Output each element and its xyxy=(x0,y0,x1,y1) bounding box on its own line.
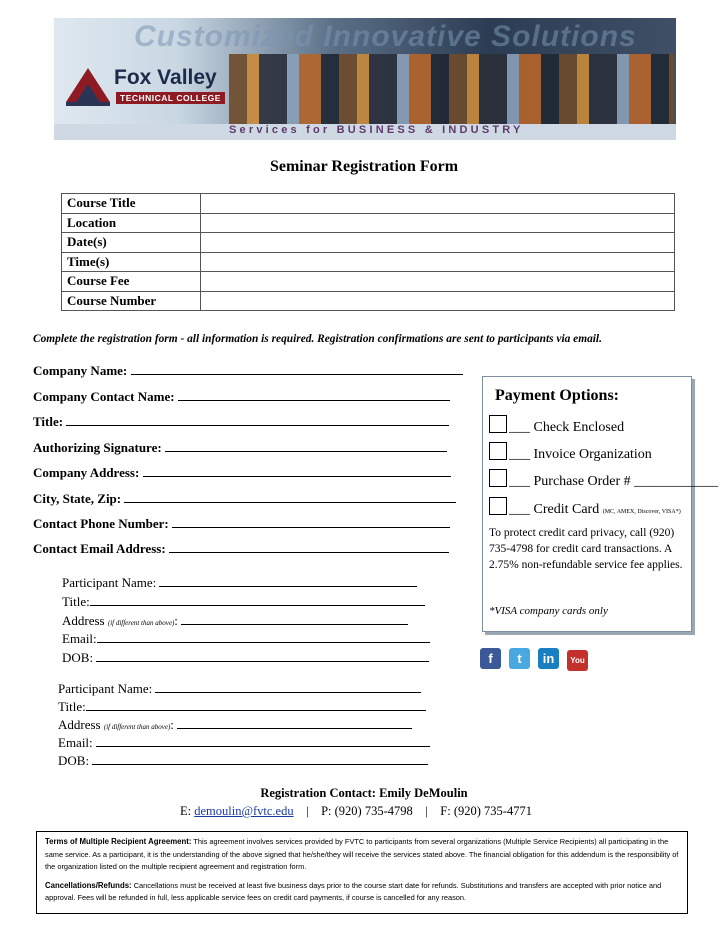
table-row xyxy=(62,291,675,311)
fill-line[interactable] xyxy=(96,734,430,747)
company-name-field[interactable] xyxy=(33,362,463,379)
field-label: Address xyxy=(62,613,105,628)
course-label: Course Fee xyxy=(62,272,201,292)
colon: : xyxy=(170,717,174,732)
field-label: Contact Email Address: xyxy=(33,541,166,556)
option-label: Credit Card xyxy=(533,502,600,517)
fill-line[interactable] xyxy=(124,490,456,503)
course-value-field[interactable] xyxy=(201,272,675,292)
fill-line[interactable] xyxy=(97,630,430,643)
course-value-field[interactable] xyxy=(201,252,675,272)
banner-photo-strip xyxy=(229,54,674,124)
course-value-field[interactable] xyxy=(201,213,675,233)
course-label: Location xyxy=(62,213,201,233)
fill-line[interactable] xyxy=(169,540,449,553)
terms-box xyxy=(36,831,688,914)
fill-line[interactable] xyxy=(165,439,447,452)
field-label: Company Address: xyxy=(33,465,140,480)
course-info-table xyxy=(61,193,675,311)
field-label: Title: xyxy=(62,594,90,609)
agreement-title: Terms of Multiple Recipient Agreement: xyxy=(45,837,192,846)
fill-line[interactable] xyxy=(86,698,426,711)
field-label: Title: xyxy=(58,699,86,714)
participant2-dob-field[interactable] xyxy=(58,752,428,769)
payment-option-purchase-order[interactable] xyxy=(489,469,718,490)
credit-card-note: (MC, AMEX, Discover, VISA*) xyxy=(602,509,681,515)
email-label: E: xyxy=(180,804,192,818)
agreement-text: This agreement involves services provided by FVTC to participants from several organizations (Multiple Service Recipients) all participating in the same service. As a participant, it is the understanding of the above signed that he/she/they will receive the services stated above. The financial obligation for this addendum is the responsibility of the organization listed on the multiple recipient agreement and registration form. xyxy=(45,837,679,871)
course-label: Time(s) xyxy=(62,252,201,272)
logo-name: Fox Valley xyxy=(114,66,217,89)
fill-line[interactable] xyxy=(66,413,449,426)
payment-title: Payment Options: xyxy=(495,387,619,404)
checkbox[interactable] xyxy=(489,415,507,433)
participant2-email-field[interactable] xyxy=(58,734,430,751)
fill-line[interactable] xyxy=(155,680,421,693)
terms-cancellations xyxy=(45,880,679,905)
cancellation-text: Cancellations must be received at least five business days prior to the course start date for refunds. Substitutions and transfers are accepted with prior notice and approval. Fees will be refunded in full, less applicable service fees on credit card payments, if course is cancelled for any reason. xyxy=(45,880,662,902)
field-label: City, State, Zip: xyxy=(33,491,122,506)
fill-line[interactable] xyxy=(90,593,425,606)
participant1-email-field[interactable] xyxy=(62,630,430,647)
registration-contact: Registration Contact: Emily DeMoulin xyxy=(260,786,468,800)
privacy-note: To protect credit card privacy, call (920) 735-4798 for credit card transactions. A 2.75% non-refundable service fee applies. xyxy=(489,527,683,571)
college-logo xyxy=(64,62,232,120)
field-label: Authorizing Signature: xyxy=(33,440,162,455)
table-row xyxy=(62,194,675,214)
contact-email-link[interactable]: demoulin@fvtc.edu xyxy=(194,804,294,818)
fill-line[interactable] xyxy=(181,612,408,625)
fox-valley-logo-icon xyxy=(64,62,112,110)
participant1-address-field[interactable] xyxy=(62,612,408,629)
field-label: DOB: xyxy=(58,753,90,768)
course-value-field[interactable] xyxy=(201,291,675,311)
course-label: Course Title xyxy=(62,194,201,214)
participant1-dob-field[interactable] xyxy=(62,649,429,666)
table-row xyxy=(62,252,675,272)
course-value-field[interactable] xyxy=(201,194,675,214)
banner-tagline: Services for BUSINESS & INDUSTRY xyxy=(229,124,524,136)
checkbox[interactable] xyxy=(489,469,507,487)
company-contact-field[interactable] xyxy=(33,388,450,405)
youtube-icon[interactable]: You xyxy=(567,650,588,671)
fill-line[interactable] xyxy=(131,362,463,375)
address-note: (if different than above) xyxy=(107,619,175,627)
visa-note: *VISA company cards only xyxy=(489,605,608,617)
field-label: DOB: xyxy=(62,650,94,665)
field-label: Contact Phone Number: xyxy=(33,516,169,531)
table-row xyxy=(62,233,675,253)
contact-phone-field[interactable] xyxy=(33,515,450,532)
field-label: Company Contact Name: xyxy=(33,389,175,404)
participant2-address-field[interactable] xyxy=(58,716,412,733)
field-label: Company Name: xyxy=(33,363,128,378)
company-address-field[interactable] xyxy=(33,464,451,481)
option-label: Purchase Order # ____________ xyxy=(533,474,719,489)
field-label: Participant Name: xyxy=(58,681,153,696)
fill-line[interactable] xyxy=(96,649,429,662)
contact-fax: F: (920) 735-4771 xyxy=(440,804,532,818)
separator: | xyxy=(425,804,428,818)
contact-email-field[interactable] xyxy=(33,540,449,557)
contact-details xyxy=(180,804,532,819)
address-note: (if different than above) xyxy=(103,723,171,731)
fill-line[interactable] xyxy=(143,464,451,477)
fill-line[interactable] xyxy=(177,716,412,729)
city-state-zip-field[interactable] xyxy=(33,490,456,507)
blank-line: ___ xyxy=(509,502,530,517)
blank-line: ___ xyxy=(509,474,530,489)
field-label: Email: xyxy=(62,631,97,646)
field-label: Participant Name: xyxy=(62,575,157,590)
separator: | xyxy=(306,804,309,818)
payment-option-check[interactable] xyxy=(489,415,624,436)
option-label: Invoice Organization xyxy=(533,447,652,462)
form-title: Seminar Registration Form xyxy=(269,158,459,175)
header-banner xyxy=(54,18,676,140)
blank-line: ___ xyxy=(509,447,530,462)
table-row xyxy=(62,213,675,233)
banner-slogan: Customized Innovative Solutions xyxy=(134,20,637,53)
payment-option-credit-card[interactable] xyxy=(489,497,681,518)
blank-line: ___ xyxy=(509,420,530,435)
fill-line[interactable] xyxy=(178,388,450,401)
field-label: Email: xyxy=(58,735,93,750)
colon: : xyxy=(174,613,178,628)
terms-agreement xyxy=(45,836,679,874)
checkbox[interactable] xyxy=(489,442,507,460)
twitter-icon[interactable]: t xyxy=(509,648,530,669)
facebook-icon[interactable]: f xyxy=(480,648,501,669)
banner-tagline-bar xyxy=(54,124,676,140)
option-label: Check Enclosed xyxy=(533,420,625,435)
contact-phone: P: (920) 735-4798 xyxy=(321,804,413,818)
course-value-field[interactable] xyxy=(201,233,675,253)
fill-line[interactable] xyxy=(172,515,450,528)
field-label: Address xyxy=(58,717,101,732)
checkbox[interactable] xyxy=(489,497,507,515)
authorizing-signature-field[interactable] xyxy=(33,439,447,456)
participant1-name-field[interactable] xyxy=(62,574,417,591)
table-row xyxy=(62,272,675,292)
title-field[interactable] xyxy=(33,413,449,430)
course-label: Course Number xyxy=(62,291,201,311)
participant1-title-field[interactable] xyxy=(62,593,425,610)
participant2-title-field[interactable] xyxy=(58,698,426,715)
logo-subtitle: TECHNICAL COLLEGE xyxy=(116,92,225,104)
participant2-name-field[interactable] xyxy=(58,680,421,697)
fill-line[interactable] xyxy=(159,574,417,587)
field-label: Title: xyxy=(33,414,64,429)
fill-line[interactable] xyxy=(92,752,428,765)
course-label: Date(s) xyxy=(62,233,201,253)
cancellation-title: Cancellations/Refunds: xyxy=(45,880,132,890)
linkedin-icon[interactable]: in xyxy=(538,648,559,669)
payment-option-invoice[interactable] xyxy=(489,442,652,463)
social-icons xyxy=(480,648,596,670)
payment-options-box xyxy=(482,376,719,632)
instructions-note: Complete the registration form - all information is required. Registration confirmations are sent to participants via email. xyxy=(33,333,602,345)
